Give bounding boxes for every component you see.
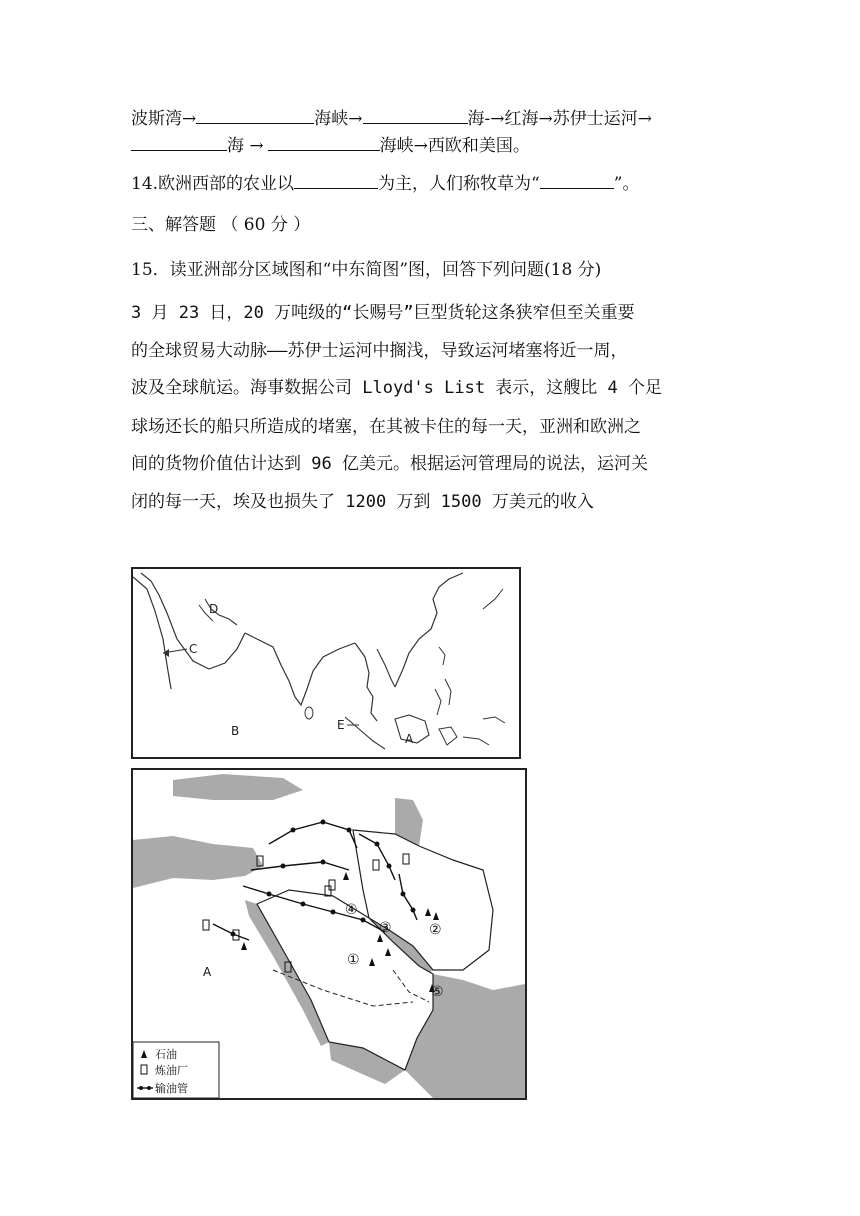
asia-map-drawing <box>133 569 519 757</box>
q13-text-3: 海-→红海→苏伊士运河→ <box>467 109 652 129</box>
q15-paragraph-line-1: 3 月 23 日，20 万吨级的“长赐号”巨型货轮这条狭窄但至关重要 <box>131 303 635 323</box>
middle-east-map-drawing <box>133 770 525 1098</box>
middle-east-label-2: ② <box>429 922 442 938</box>
middle-east-label-1: ① <box>347 952 360 968</box>
q15-paragraph-line-5: 间的货物价值估计达到 96 亿美元。根据运河管理局的说法，运河关 <box>131 454 648 474</box>
q14-blank-1[interactable] <box>294 172 378 189</box>
q13-blank-4[interactable] <box>268 134 380 151</box>
q15-paragraph-line-3: 波及全球航运。海事数据公司 Lloyd's List 表示，这艘比 4 个足 <box>131 378 662 398</box>
q14-text-2: 为主，人们称牧草为“ <box>378 174 540 194</box>
q13-blank-1[interactable] <box>196 107 314 124</box>
q13-line2 <box>131 134 530 156</box>
q13-text-1: 波斯湾→ <box>131 109 197 129</box>
q14-line <box>131 172 639 194</box>
legend-pipeline-label: 输油管 <box>155 1082 188 1095</box>
q13-line1 <box>131 107 652 129</box>
legend-refinery-label: 炼油厂 <box>155 1064 188 1077</box>
q14-blank-2[interactable] <box>540 172 614 189</box>
q15-paragraph-line-4: 球场还长的船只所造成的堵塞，在其被卡住的每一天，亚洲和欧洲之 <box>131 417 641 437</box>
asia-map-label-d: D <box>209 602 219 616</box>
q13-text-5: 海峡→西欧和美国。 <box>379 136 530 156</box>
middle-east-label-a: A <box>203 965 212 979</box>
asia-region-map <box>131 567 521 759</box>
q15-paragraph-line-6: 闭的每一天，埃及也损失了 1200 万到 1500 万美元的收入 <box>131 492 594 512</box>
q13-text-4: 海 → <box>227 136 264 156</box>
middle-east-label-4: ④ <box>345 902 358 918</box>
q13-text-2: 海峡→ <box>314 109 363 129</box>
section-3-heading: 三、解答题 （ 60 分 ） <box>131 215 311 235</box>
q14-text-3: ”。 <box>613 174 640 194</box>
q13-blank-3[interactable] <box>131 134 227 151</box>
asia-map-label-e: E <box>337 718 345 732</box>
q13-blank-2[interactable] <box>363 107 468 124</box>
q15-paragraph-line-2: 的全球贸易大动脉——苏伊士运河中搁浅，导致运河堵塞将近一周， <box>131 341 628 361</box>
asia-map-label-a: A <box>405 732 414 746</box>
middle-east-label-3: ③ <box>379 920 392 936</box>
asia-map-label-c: C <box>189 642 198 656</box>
middle-east-label-5: ⑤ <box>431 984 444 1000</box>
q15-title: 15．读亚洲部分区域图和“中东简图”图，回答下列问题(18 分) <box>131 260 602 280</box>
middle-east-map <box>131 768 527 1100</box>
asia-map-label-b: B <box>231 724 240 738</box>
q14-text-1: 14.欧洲西部的农业以 <box>131 174 295 194</box>
legend-oil-label: 石油 <box>155 1048 177 1061</box>
